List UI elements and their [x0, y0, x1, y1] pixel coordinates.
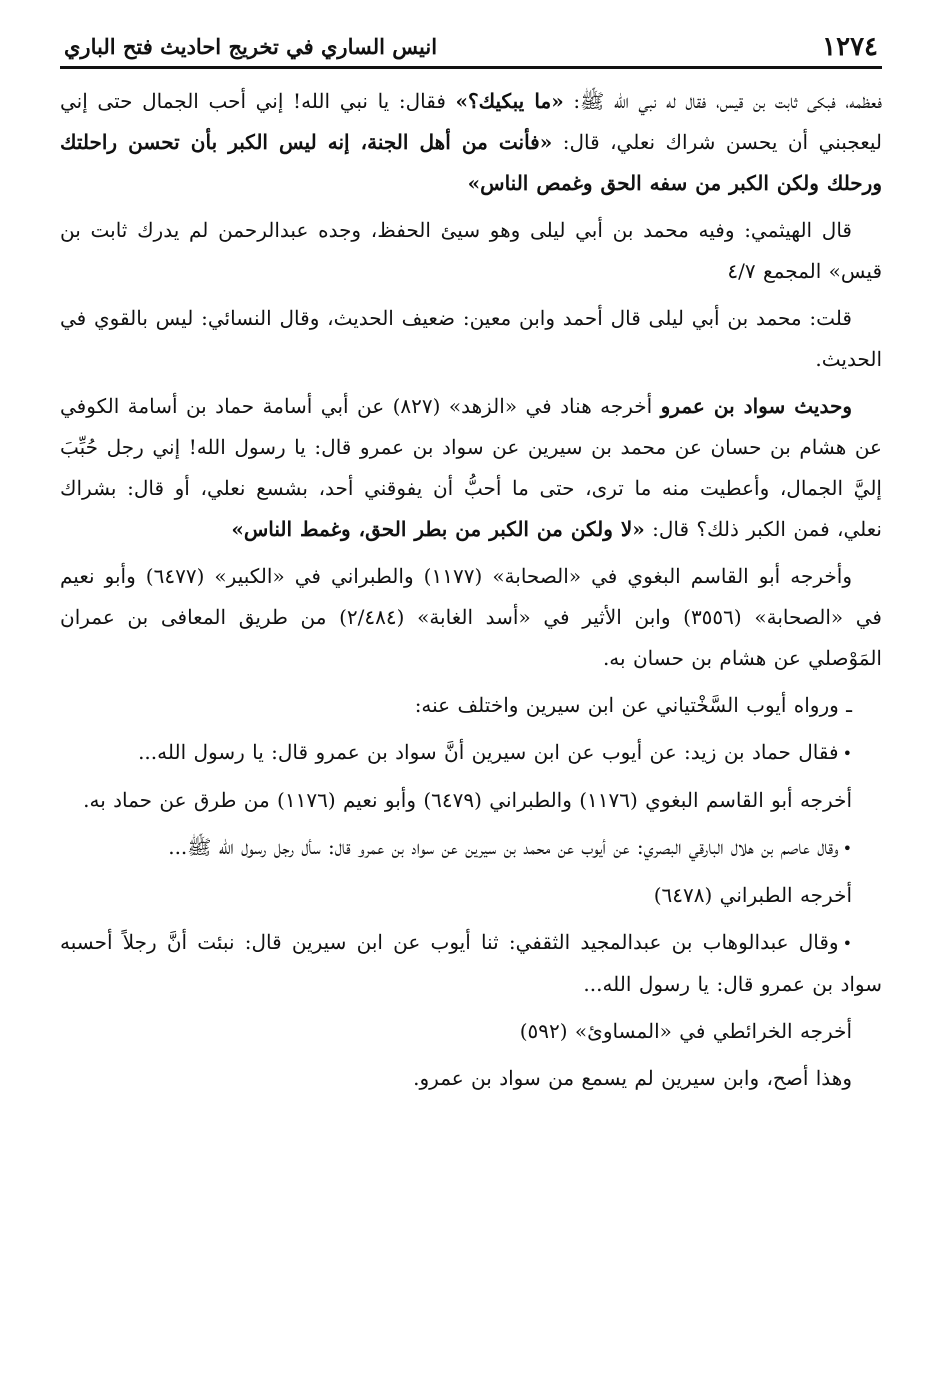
paragraph: [60, 386, 882, 550]
document-page: [60, 22, 882, 1362]
paragraph: [60, 298, 882, 380]
text-run: قلت: محمد بن أبي ليلى قال أحمد وابن معين: ضعيف الحديث، وقال النسائي: ليس بالقوي في الحديث.: [60, 306, 882, 371]
paragraph: [60, 1011, 882, 1052]
text-run: فقال حماد بن زيد: عن أيوب عن ابن سيرين أنَّ سواد بن عمرو قال: يا رسول الله...: [138, 740, 839, 764]
text-run: أخرجه الطبراني (٦٤٧٨): [653, 883, 852, 907]
text-run: وقال عاصم بن هلال البارقي البصري: عن أيوب عن محمد بن سيرين عن سواد بن عمرو قال: سأل رجل رسول الله ﷺ...: [168, 835, 839, 859]
document-body: [60, 81, 882, 1099]
paragraph: [60, 780, 882, 821]
paragraph: [60, 827, 882, 869]
bold-text-run: وحديث سواد بن عمرو: [660, 394, 852, 418]
text-run: أخرجه أبو القاسم البغوي (١١٧٦) والطبراني (٦٤٧٩) وأبو نعيم (١١٧٦) من طرق عن حماد به.: [83, 788, 852, 812]
bullet-marker: •: [842, 744, 852, 763]
paragraph: [60, 81, 882, 204]
paragraph: [60, 875, 882, 916]
paragraph: [60, 210, 882, 292]
text-run: قال الهيثمي: وفيه محمد بن أبي ليلى وهو سيئ الحفظ، وجده عبدالرحمن لم يدرك ثابت بن قيس» المجمع ٤/٧: [60, 218, 882, 283]
paragraph: [60, 1058, 882, 1099]
running-header: [60, 22, 882, 66]
paragraph: [60, 556, 882, 679]
bullet-marker: •: [842, 934, 852, 953]
page-number: ١٢٧٤: [822, 32, 878, 62]
text-run: وأخرجه أبو القاسم البغوي في «الصحابة» (١١٧٧) والطبراني في «الكبير» (٦٤٧٧) وأبو نعيم في «الصحابة» (٣٥٥٦) وابن الأثير في «أسد الغابة» (٢/٤٨٤) من طريق المعافى بن عمران المَوْصلي عن هشام بن حسان به.: [60, 564, 882, 670]
paragraph: [60, 732, 882, 774]
bold-text-run: «لا ولكن من الكبر من بطر الحق، وغمط الناس»: [231, 517, 645, 541]
text-run: وقال عبدالوهاب بن عبدالمجيد الثقفي: ثنا أيوب عن ابن سيرين قال: نبئت أنَّ رجلاً أحسبه سواد بن عمرو قال: يا رسول الله...: [60, 930, 882, 996]
paragraph: [60, 685, 882, 726]
paragraph: [60, 922, 882, 1005]
text-run: أخرجه الخرائطي في «المساوئ» (٥٩٢): [519, 1019, 852, 1043]
text-run: وهذا أصح، وابن سيرين لم يسمع من سواد بن عمرو.: [413, 1066, 852, 1090]
book-title: انيس الساري في تخريج احاديث فتح الباري: [64, 34, 438, 59]
bullet-marker: •: [842, 839, 852, 858]
text-run: فعظمه، فبكى ثابت بن قيس، فقال له نبي الله ﷺ:: [563, 89, 883, 113]
header-rule: [60, 66, 882, 69]
text-run: فقال: يا نبي الله! إني أحب الجمال حتى إني ليعجبني أن يحسن شراك نعلي، قال:: [60, 89, 882, 154]
bold-text-run: «ما يبكيك؟»: [455, 89, 564, 113]
bold-text-run: «فأنت من أهل الجنة، إنه ليس الكبر بأن تحسن راحلتك ورحلك ولكن الكبر من سفه الحق وغمص الناس»: [60, 130, 882, 195]
text-run: ـ ورواه أيوب السَّخْتياني عن ابن سيرين واختلف عنه:: [414, 693, 852, 717]
text-run: أخرجه هناد في «الزهد» (٨٢٧) عن أبي أسامة حماد بن أسامة الكوفي عن هشام بن حسان عن محمد بن سيرين عن سواد بن عمرو قال: يا رسول الله! إني رجل حُبِّبَ إليَّ الجمال، وأعطيت منه ما ترى، حتى ما أحبُّ أن يفوقني أحد، بشسع نعلي، أو قال: بشراك نعلي، فمن الكبر ذلك؟ قال:: [60, 394, 882, 541]
